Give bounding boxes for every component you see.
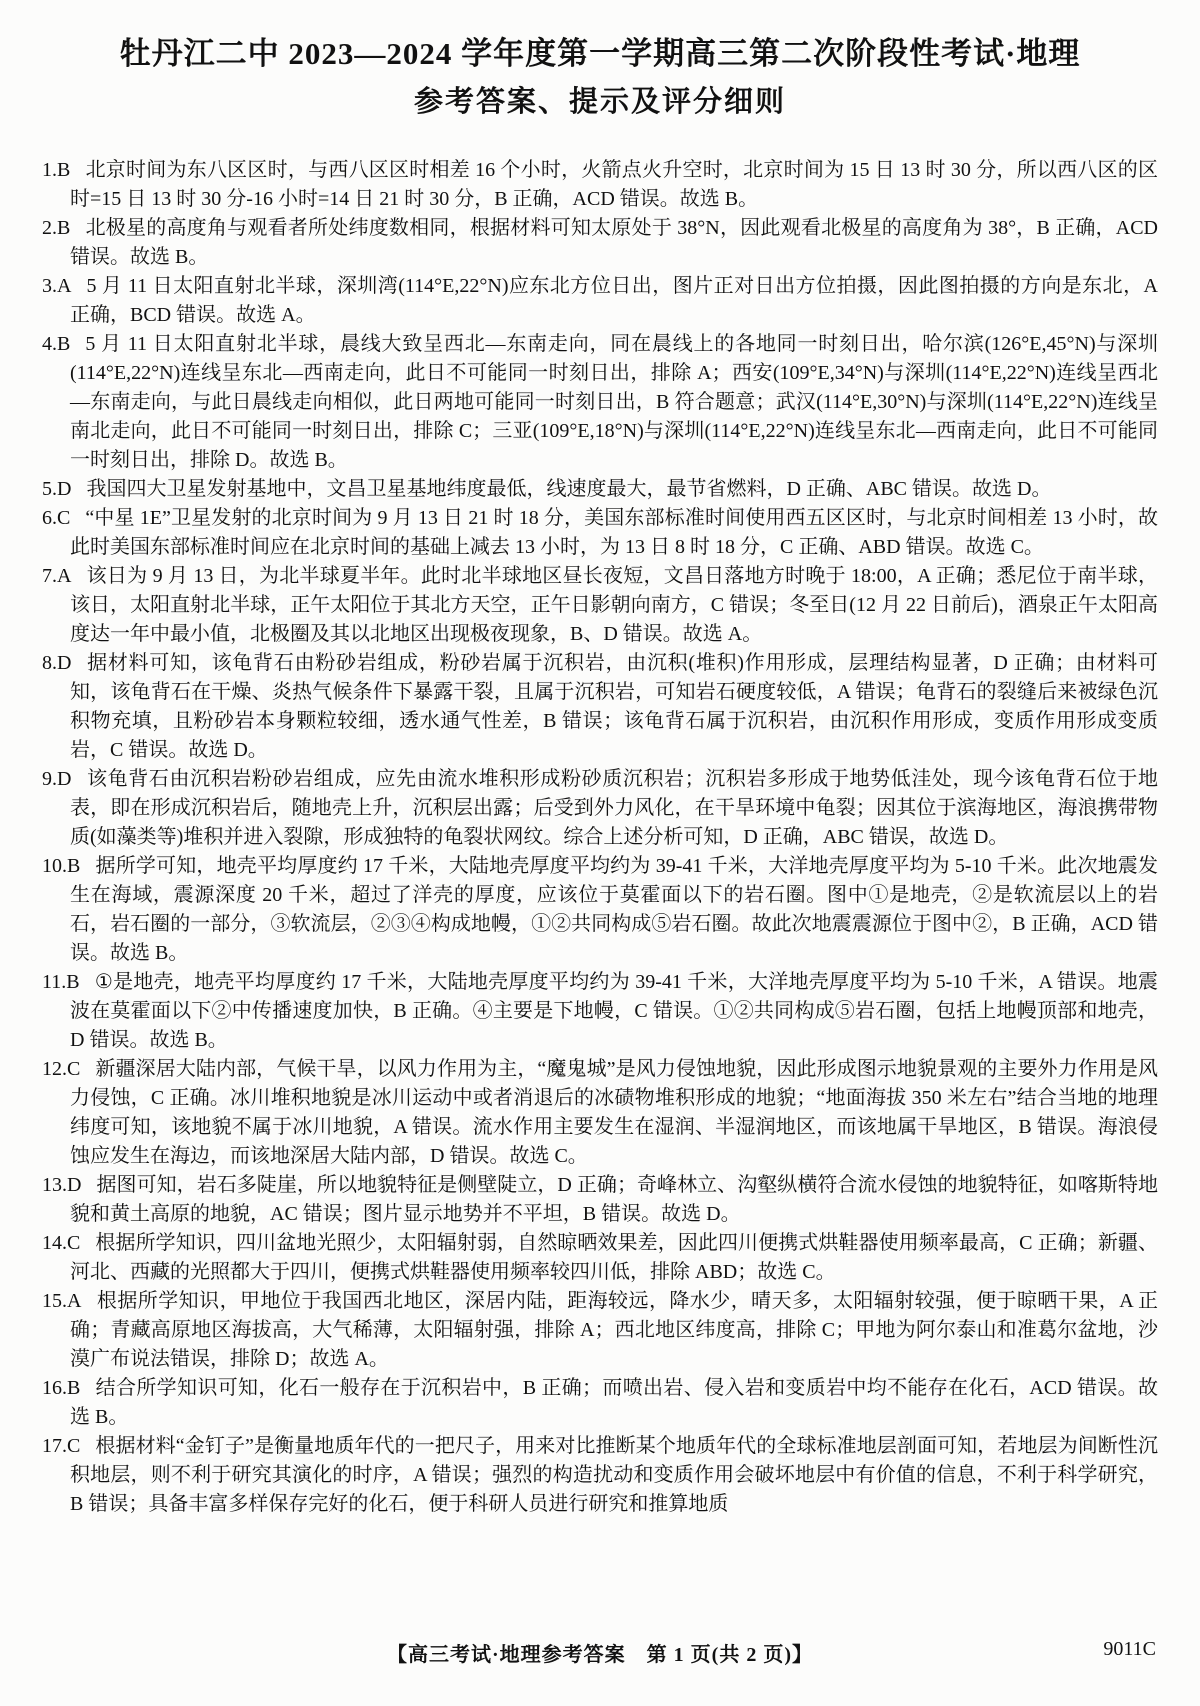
footer-paper-code: 9011C [1103,1638,1156,1660]
answer-item-text: “中星 1E”卫星发射的北京时间为 9 月 13 日 21 时 18 分，美国东部标准时间使用西五区区时，与北京时间相差 13 小时，故此时美国东部标准时间应在北京时间的基础上减去 13 小时，为 13 日 8 时 18 分，C 正确、ABD 错误。故选 C。 [70,507,1158,558]
answer-item-text: 5 月 11 日太阳直射北半球，深圳湾(114°E,22°N)应东北方位日出，图片正对日出方位拍摄，因此图拍摄的方向是东北，A 正确，BCD 错误。故选 A。 [70,275,1158,326]
answer-item-text: 据图可知，岩石多陡崖，所以地貌特征是侧壁陡立，D 正确；奇峰林立、沟壑纵横符合流水侵蚀的地貌特征，如喀斯特地貌和黄土高原的地貌，AC 错误；图片显示地势并不平坦，B 错误。故选 D。 [70,1174,1158,1225]
answer-item [42,852,1158,968]
answer-item [42,1432,1158,1519]
answer-item [42,475,1158,504]
answer-item-text: 根据所学知识，四川盆地光照少，太阳辐射弱，自然晾晒效果差，因此四川便携式烘鞋器使用频率最高，C 正确；新疆、河北、西藏的光照都大于四川，便携式烘鞋器使用频率较四川低，排除 ABD；故选 C。 [70,1232,1158,1283]
answer-item [42,1171,1158,1229]
answer-item-text: 根据所学知识，甲地位于我国西北地区，深居内陆，距海较远，降水少，晴天多，太阳辐射较强，便于晾晒干果，A 正确；青藏高原地区海拔高，大气稀薄，太阳辐射强，排除 A；西北地区纬度高，排除 C；甲地为阿尔泰山和准葛尔盆地，沙漠广布说法错误，排除 D；故选 A。 [70,1290,1158,1370]
answer-item [42,1374,1158,1432]
answer-item-text: 结合所学知识可知，化石一般存在于沉积岩中，B 正确；而喷出岩、侵入岩和变质岩中均不能存在化石，ACD 错误。故选 B。 [70,1377,1158,1428]
answer-item-label: 14.C [42,1232,81,1254]
answer-item [42,330,1158,475]
answer-item [42,1287,1158,1374]
answer-item-label: 6.C [42,507,71,529]
answer-item-text: ①是地壳，地壳平均厚度约 17 千米，大陆地壳厚度平均约为 39-41 千米，大洋地壳厚度平均为 5-10 千米，A 错误。地震波在莫霍面以下②中传播速度加快，B 正确。④主要是下地幔，C 错误。①②共同构成⑤岩石圈，包括上地幔顶部和地壳，D 错误。故选 B。 [70,971,1158,1051]
answer-item-label: 15.A [42,1290,82,1312]
answer-item [42,968,1158,1055]
answer-item-label: 4.B [42,333,71,355]
answer-item-label: 1.B [42,159,71,181]
answer-item-text: 北京时间为东八区区时，与西八区区时相差 16 个小时，火箭点火升空时，北京时间为 15 日 13 时 30 分，所以西八区的区时=15 日 13 时 30 分-16 小时=14 日 21 时 30 分，B 正确，ACD 错误。故选 B。 [70,159,1158,210]
answer-item-label: 16.B [42,1377,81,1399]
answer-item [42,1055,1158,1171]
answer-item [42,562,1158,649]
answer-item [42,272,1158,330]
answer-item-text: 据材料可知，该龟背石由粉砂岩组成，粉砂岩属于沉积岩，由沉积(堆积)作用形成，层理结构显著，D 正确；由材料可知，该龟背石在干燥、炎热气候条件下暴露干裂，且属于沉积岩，可知岩石硬度较低，A 错误；龟背石的裂缝后来被绿色沉积物充填，且粉砂岩本身颗粒较细，透水通气性差，B 错误；该龟背石属于沉积岩，由沉积作用形成，变质作用形成变质岩，C 错误。故选 D。 [70,652,1158,761]
answer-item [42,649,1158,765]
answer-item [42,214,1158,272]
answer-item [42,156,1158,214]
answer-item-text: 新疆深居大陆内部，气候干旱，以风力作用为主，“魔鬼城”是风力侵蚀地貌，因此形成图示地貌景观的主要外力作用是风力侵蚀，C 正确。冰川堆积地貌是冰川运动中或者消退后的冰碛物堆积形成的地貌；“地面海拔 350 米左右”结合当地的地理纬度可知，该地貌不属于冰川地貌，A 错误。流水作用主要发生在湿润、半湿润地区，而该地属干旱地区，B 错误。海浪侵蚀应发生在海边，而该地深居大陆内部，D 错误。故选 C。 [70,1058,1158,1167]
answer-item-label: 8.D [42,652,72,674]
answer-item-label: 2.B [42,217,71,239]
answer-item-label: 10.B [42,855,81,877]
answer-item-text: 我国四大卫星发射基地中，文昌卫星基地纬度最低，线速度最大，最节省燃料，D 正确、ABC 错误。故选 D。 [86,478,1052,500]
answer-item-text: 北极星的高度角与观看者所处纬度数相同，根据材料可知太原处于 38°N，因此观看北极星的高度角为 38°，B 正确，ACD 错误。故选 B。 [70,217,1158,268]
answer-item-label: 17.C [42,1435,81,1457]
page-title: 牡丹江二中 2023—2024 学年度第一学期高三第二次阶段性考试·地理 [119,36,1081,71]
answer-item [42,765,1158,852]
answer-item [42,1229,1158,1287]
answer-list [42,156,1158,1519]
answer-item-label: 7.A [42,565,72,587]
answer-item-label: 9.D [42,768,72,790]
footer-page-label: 【高三考试·地理参考答案 第 1 页(共 2 页)】 [387,1644,813,1666]
answer-item [42,504,1158,562]
answer-item-text: 该龟背石由沉积岩粉砂岩组成，应先由流水堆积形成粉砂质沉积岩；沉积岩多形成于地势低洼处，现今该龟背石位于地表，即在形成沉积岩后，随地壳上升，沉积层出露；后受到外力风化，在干旱环境中龟裂；因其位于滨海地区，海浪携带物质(如藻类等)堆积并进入裂隙，形成独特的龟裂状网纹。综合上述分析可知，D 正确，ABC 错误，故选 D。 [70,768,1158,848]
page-subtitle: 参考答案、提示及评分细则 [413,86,786,118]
answer-item-label: 13.D [42,1174,82,1196]
answer-item-label: 3.A [42,275,72,297]
answer-item-text: 该日为 9 月 13 日，为北半球夏半年。此时北半球地区昼长夜短，文昌日落地方时晚于 18:00，A 正确；悉尼位于南半球，该日，太阳直射北半球，正午太阳位于其北方天空，正午日影朝向南方，C 错误；冬至日(12 月 22 日前后)，酒泉正午太阳高度达一年中最小值，北极圈及其以北地区出现极夜现象，B、D 错误。故选 A。 [70,565,1158,645]
answer-item-label: 12.C [42,1058,81,1080]
answer-item-label: 11.B [42,971,80,993]
answer-item-text: 5 月 11 日太阳直射北半球，晨线大致呈西北—东南走向，同在晨线上的各地同一时刻日出，哈尔滨(126°E,45°N)与深圳(114°E,22°N)连线呈东北—西南走向，此日不可能同一时刻日出，排除 A；西安(109°E,34°N)与深圳(114°E,22°N)连线呈西北—东南走向，与此日晨线走向相似，此日两地可能同一时刻日出，B 符合题意；武汉(114°E,30°N)与深圳(114°E,22°N)连线呈南北走向，此日不可能同一时刻日出，排除 C；三亚(109°E,18°N)与深圳(114°E,22°N)连线呈东北—西南走向，此日不可能同一时刻日出，排除 D。故选 B。 [70,333,1158,471]
answer-item-text: 据所学可知，地壳平均厚度约 17 千米，大陆地壳厚度平均约为 39-41 千米，大洋地壳厚度平均为 5-10 千米。此次地震发生在海域，震源深度 20 千米，超过了洋壳的厚度，应该位于莫霍面以下的岩石圈。图中①是地壳，②是软流层以上的岩石，岩石圈的一部分，③软流层，②③④构成地幔，①②共同构成⑤岩石圈。故此次地震震源位于图中②，B 正确，ACD 错误。故选 B。 [70,855,1158,964]
answer-item-text: 根据材料“金钉子”是衡量地质年代的一把尺子，用来对比推断某个地质年代的全球标准地层剖面可知，若地层为间断性沉积地层，则不利于研究其演化的时序，A 错误；强烈的构造扰动和变质作用会破坏地层中有价值的信息，不利于科学研究，B 错误；具备丰富多样保存完好的化石，便于科研人员进行研究和推算地质 [70,1435,1158,1515]
answer-item-label: 5.D [42,478,72,500]
